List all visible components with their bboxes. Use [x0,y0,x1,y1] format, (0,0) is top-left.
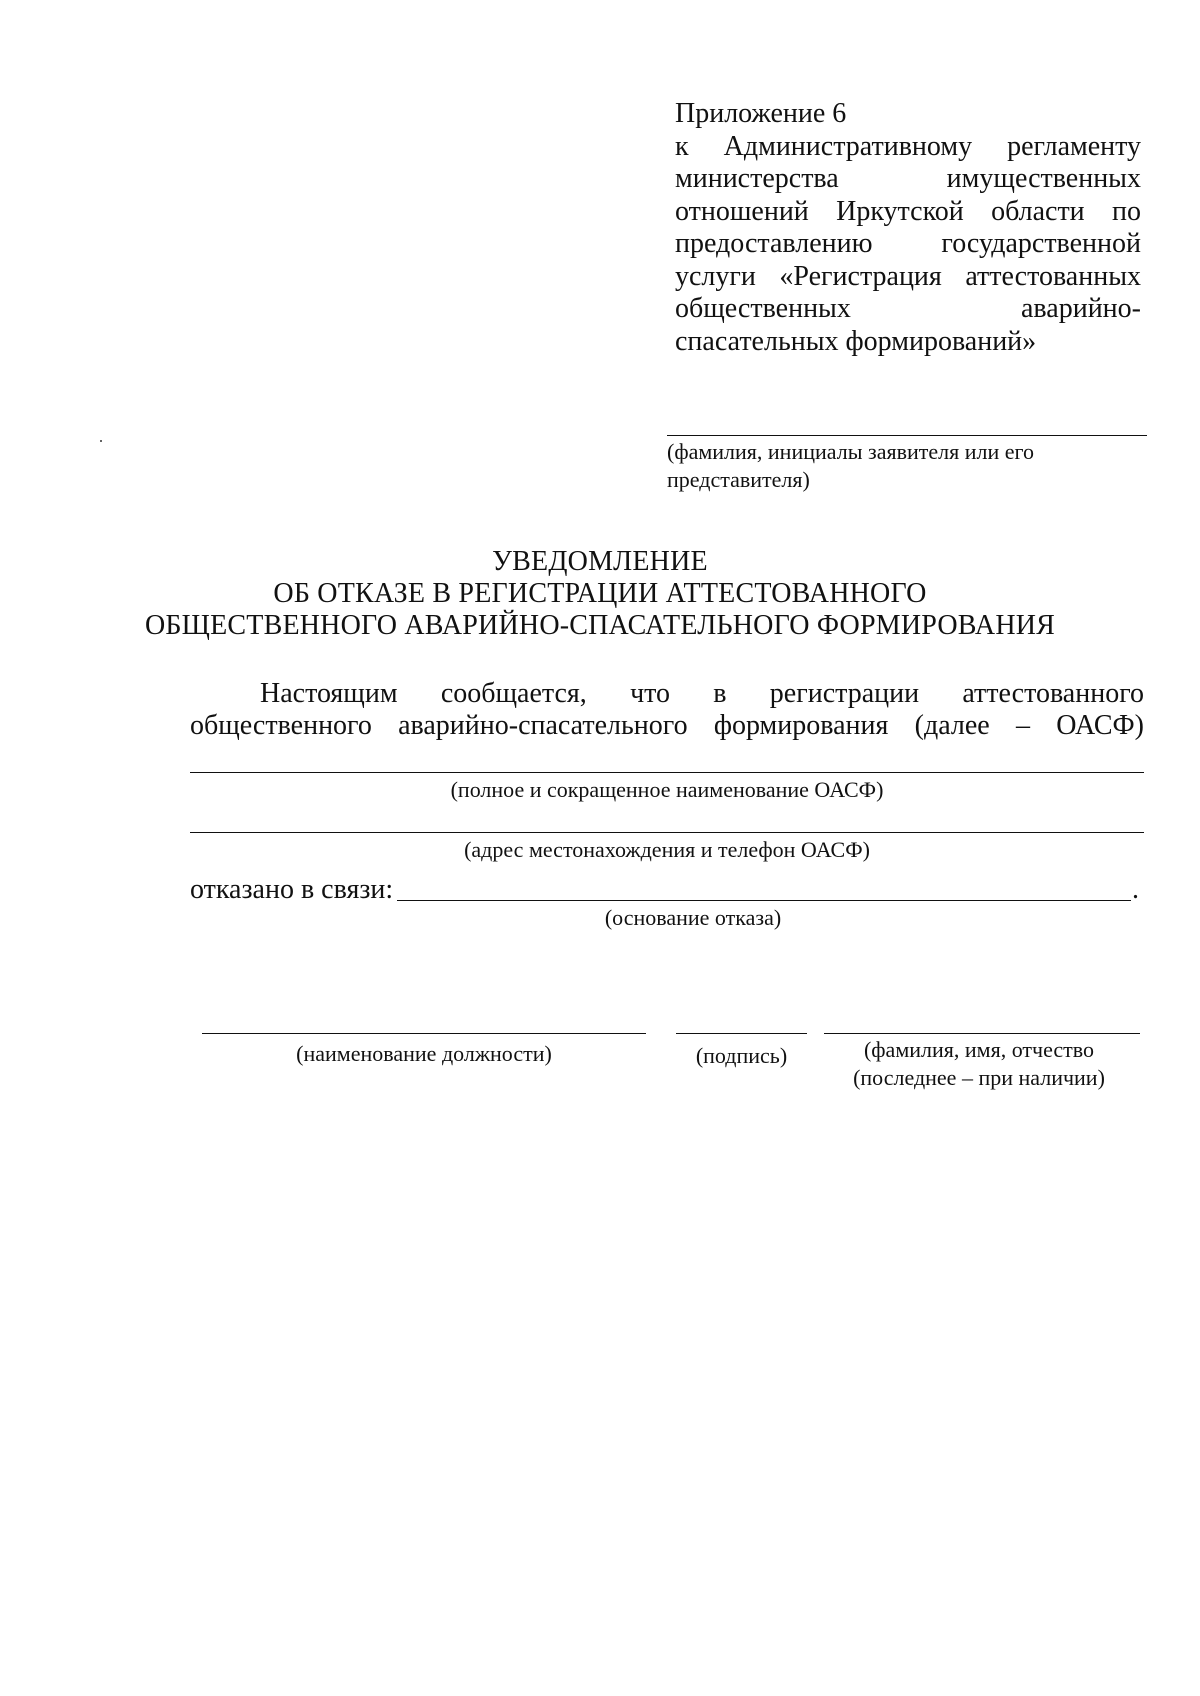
appendix-block [675,98,1141,358]
appendix-line-5: услуги «Регистрация аттестованных [675,260,1141,292]
scan-speck [100,440,102,442]
fio-line[interactable] [824,1033,1140,1034]
appendix-line-2: министерства имущественных [675,163,1141,194]
appendix-line-1: к Административному регламенту [675,130,1141,162]
appendix-number: Приложение 6 [675,98,847,129]
signature-line[interactable] [676,1033,807,1034]
oasf-name-caption: (полное и сокращенное наименование ОАСФ) [450,777,884,802]
applicant-caption-line-1: (фамилия, инициалы заявителя или его [667,439,1034,464]
position-line[interactable] [202,1033,646,1034]
title-line-1: УВЕДОМЛЕНИЕ [492,546,708,577]
fio-caption [814,1036,1144,1092]
refusal-period: . [1132,874,1139,905]
applicant-name-line[interactable] [667,435,1147,436]
fio-caption-line-1: (фамилия, имя, отчество [863,1037,1095,1062]
applicant-caption-line-2: представителя) [667,467,810,492]
appendix-line-7: спасательных формирований» [675,325,1037,357]
appendix-line-4: предоставлению государственной [675,228,1141,259]
oasf-name-line[interactable] [190,772,1144,773]
title-line-3: ОБЩЕСТВЕННОГО АВАРИЙНО-СПАСАТЕЛЬНОГО ФОРМИРОВАНИЯ [144,610,1056,641]
oasf-address-line[interactable] [190,832,1144,833]
paragraph-line-2: общественного аварийно-спасательного формирования (далее – ОАСФ) [190,710,1144,741]
refused-label: отказано в связи: [190,874,394,905]
title-line-2: ОБ ОТКАЗЕ В РЕГИСТРАЦИИ АТТЕСТОВАННОГО [273,578,927,609]
appendix-line-6: общественных аварийно- [675,293,1141,324]
position-caption: (наименование должности) [296,1041,552,1066]
appendix-line-3: отношений Иркутской области по [675,195,1141,227]
paragraph-line-1: Настоящим сообщается, что в регистрации аттестованного [260,678,1144,709]
fio-caption-line-2: (последнее – при наличии) [853,1065,1105,1090]
oasf-address-caption: (адрес местонахождения и телефон ОАСФ) [464,837,870,862]
refusal-reason-line[interactable] [397,900,1131,901]
signature-caption: (подпись) [695,1043,788,1068]
applicant-caption [667,438,1147,494]
refusal-reason-caption: (основание отказа) [604,905,782,930]
